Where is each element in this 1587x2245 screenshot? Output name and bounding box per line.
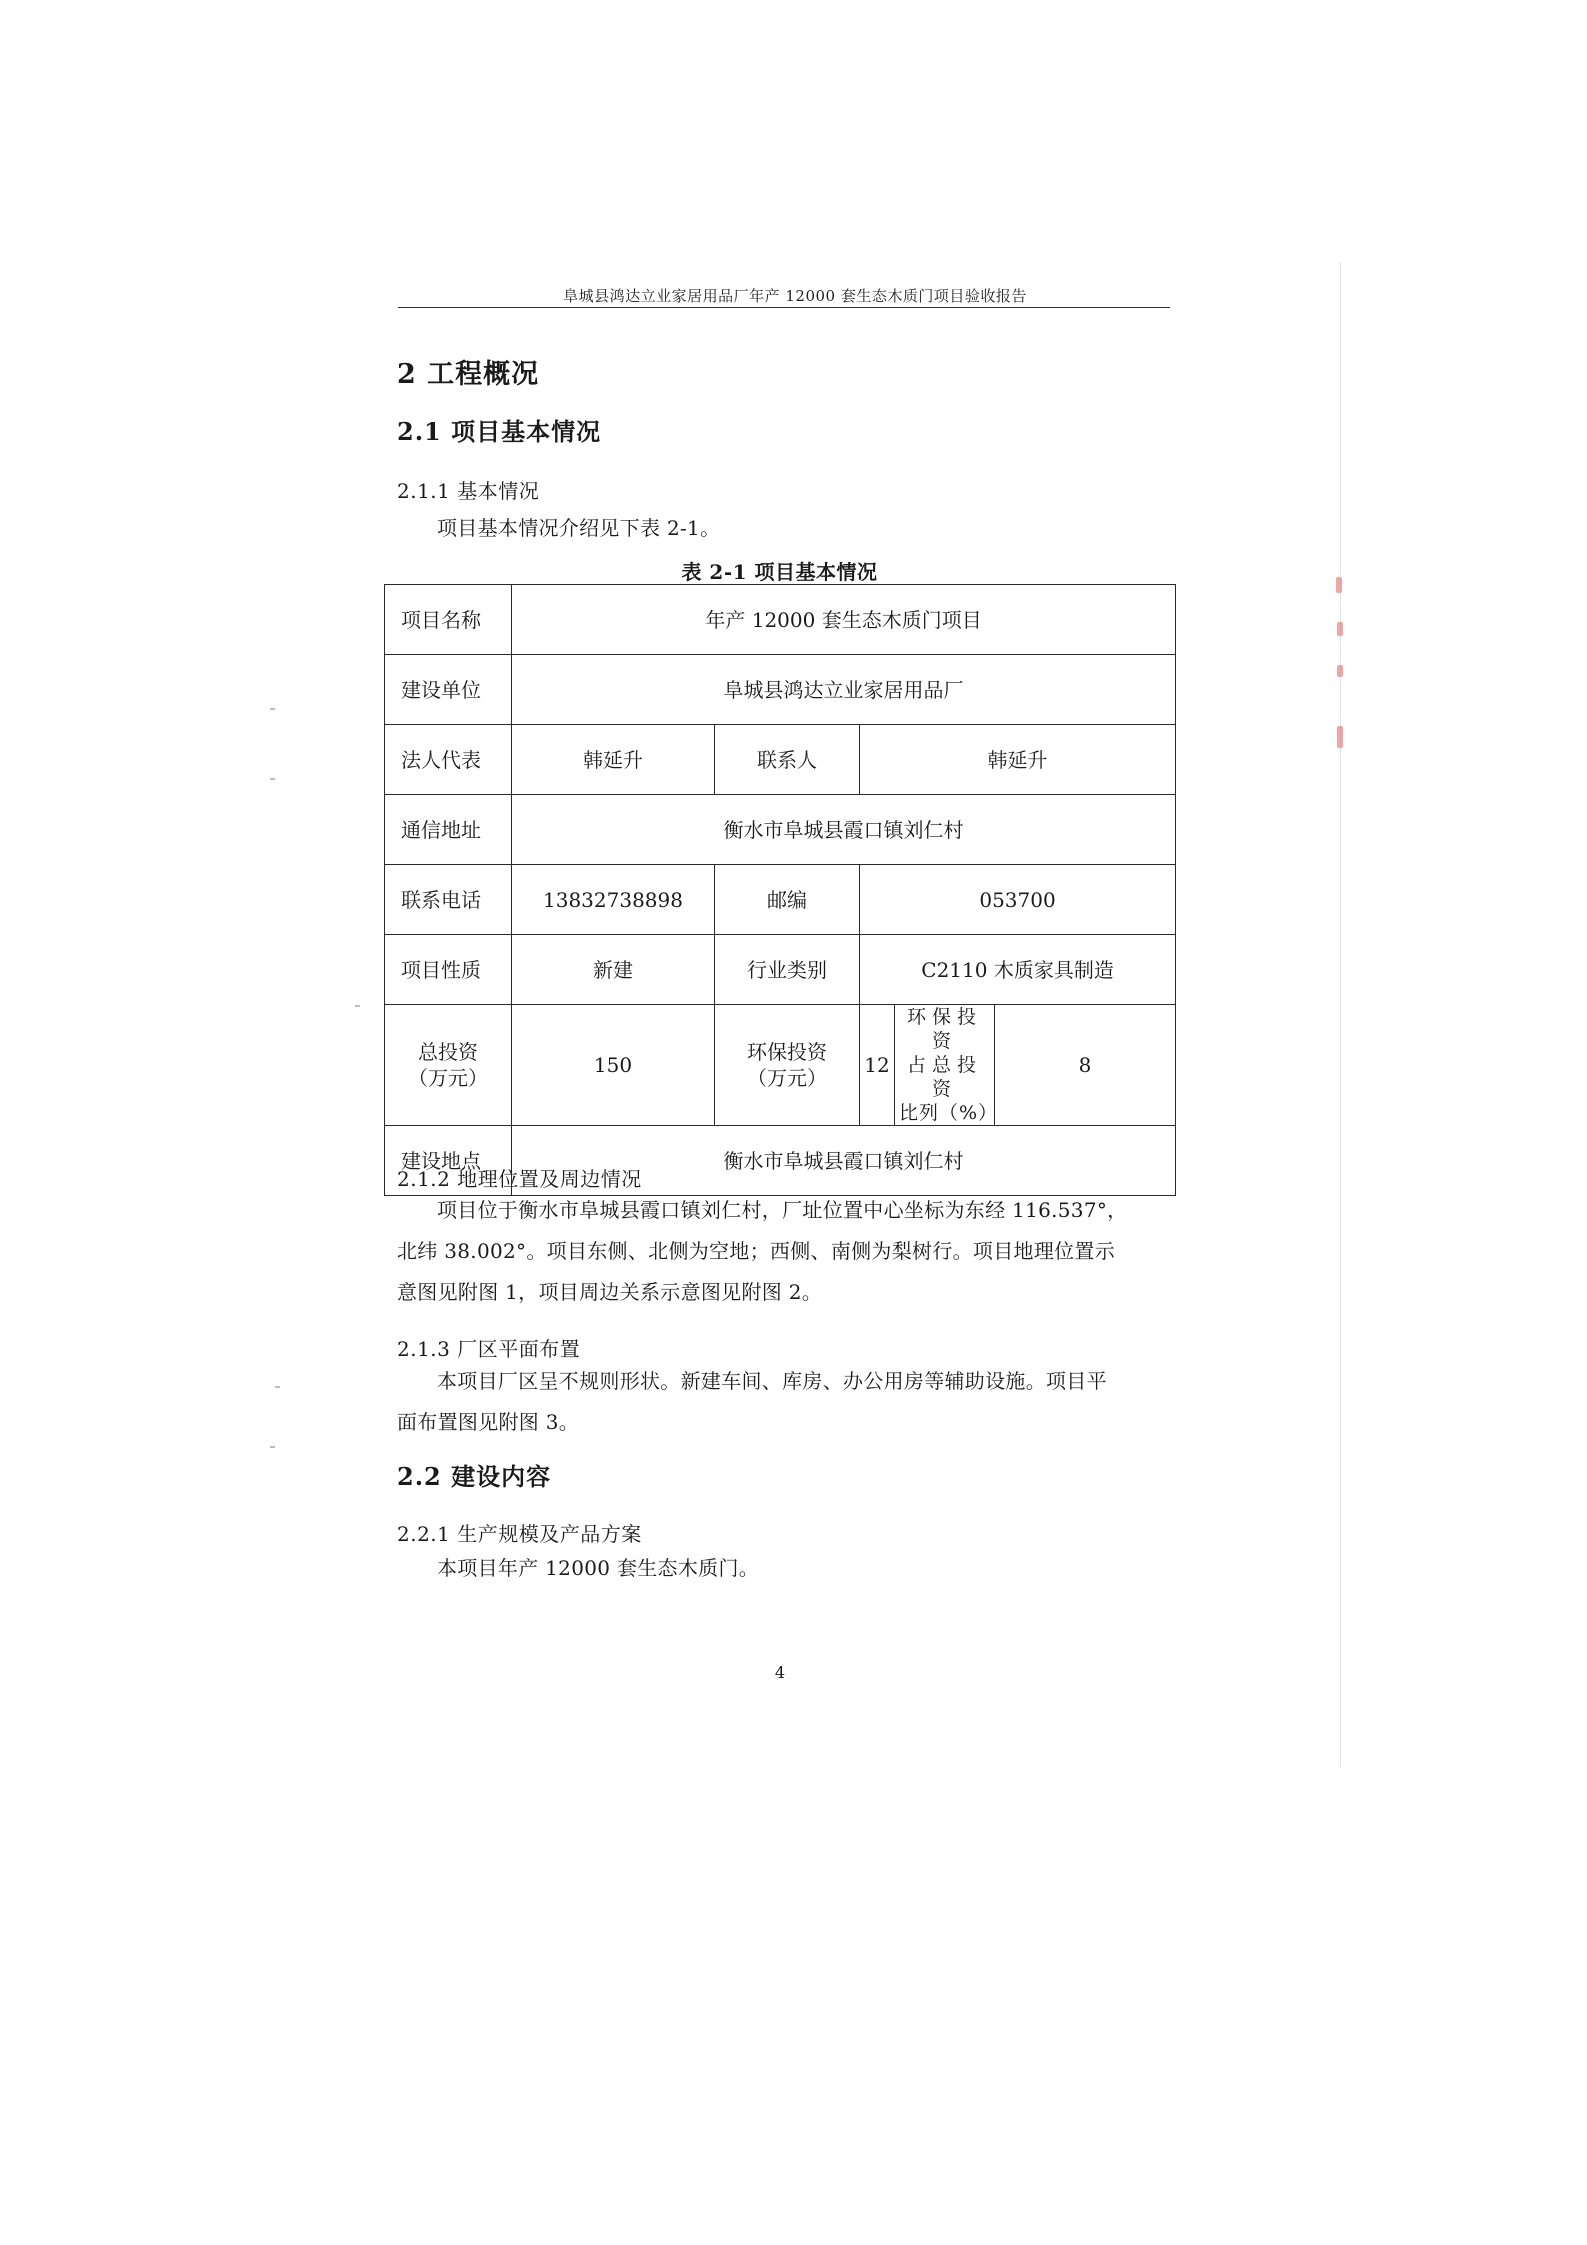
total-invest-label-line1: 总投资: [418, 1040, 478, 1064]
scan-speck: [270, 708, 275, 710]
paragraph-layout: [397, 1361, 1172, 1443]
table-row: [385, 795, 1176, 865]
table-value-nature: 新建: [512, 935, 715, 1005]
page-number: 4: [774, 1663, 786, 1682]
paragraph-line: 意图见附图 1，项目周边关系示意图见附图 2。: [397, 1280, 823, 1304]
red-stamp-fragment: [1337, 665, 1343, 677]
paragraph-line: 项目位于衡水市阜城县霞口镇刘仁村，厂址位置中心坐标为东经 116.537°，: [437, 1198, 1128, 1222]
section-heading-2-2: 2.2 建设内容: [397, 1462, 552, 1491]
subsection-heading-2-2-1: 2.2.1 生产规模及产品方案: [397, 1522, 642, 1546]
scan-speck: [275, 1386, 280, 1388]
paragraph-line: 本项目厂区呈不规则形状。新建车间、库房、办公用房等辅助设施。项目平: [437, 1369, 1107, 1393]
project-info-table: [384, 584, 1176, 1196]
table-label-site: 建设地点: [385, 1126, 512, 1196]
table-row: [385, 655, 1176, 725]
table-value-ratio: 8: [995, 1005, 1176, 1126]
ratio-label-line1: 环保投资: [906, 1006, 982, 1052]
table-label-project-name: 项目名称: [385, 585, 512, 655]
table-value-phone: 13832738898: [512, 865, 715, 935]
paragraph-intro: 项目基本情况介绍见下表 2-1。: [437, 516, 721, 540]
table-label-legal-rep: 法人代表: [385, 725, 512, 795]
scan-speck: [270, 778, 275, 780]
red-stamp-fragment: [1337, 622, 1343, 636]
table-label-env-invest: [715, 1005, 860, 1126]
table-value-postcode: 053700: [860, 865, 1176, 935]
paragraph-location: [397, 1190, 1172, 1313]
table-label-address: 通信地址: [385, 795, 512, 865]
subsection-heading-2-1-1: 2.1.1 基本情况: [397, 479, 540, 503]
scan-speck: [270, 1446, 275, 1448]
table-label-builder: 建设单位: [385, 655, 512, 725]
table-value-env-invest: 12: [860, 1005, 895, 1126]
table-row: [385, 1005, 1176, 1126]
table-label-nature: 项目性质: [385, 935, 512, 1005]
table-value-industry: C2110 木质家具制造: [860, 935, 1176, 1005]
table-label-postcode: 邮编: [715, 865, 860, 935]
table-value-total-invest: 150: [512, 1005, 715, 1126]
scan-speck: [355, 1005, 360, 1007]
section-heading-2-1: 2.1 项目基本情况: [397, 417, 602, 446]
table-label-phone: 联系电话: [385, 865, 512, 935]
table-label-total-invest: [385, 1005, 512, 1126]
table-value-builder: 阜城县鸿达立业家居用品厂: [512, 655, 1176, 725]
env-invest-label-line2: （万元）: [747, 1066, 827, 1090]
table-label-contact: 联系人: [715, 725, 860, 795]
paragraph-line: 北纬 38.002°。项目东侧、北侧为空地；西侧、南侧为梨树行。项目地理位置示: [397, 1239, 1116, 1263]
table-row: [385, 725, 1176, 795]
total-invest-label-line2: （万元）: [408, 1066, 488, 1090]
table-value-project-name: 年产 12000 套生态木质门项目: [512, 585, 1176, 655]
ratio-label-line2: 占总投资: [906, 1054, 982, 1100]
page-edge-line: [1340, 262, 1341, 1767]
red-stamp-fragment: [1337, 726, 1343, 748]
subsection-heading-2-1-3: 2.1.3 厂区平面布置: [397, 1337, 581, 1361]
table-row: [385, 935, 1176, 1005]
table-value-legal-rep: 韩延升: [512, 725, 715, 795]
section-heading-2: 2 工程概况: [397, 359, 540, 390]
paragraph-scale: 本项目年产 12000 套生态木质门。: [437, 1556, 760, 1580]
table-row: [385, 585, 1176, 655]
red-stamp-fragment: [1336, 577, 1342, 593]
table-value-contact: 韩延升: [860, 725, 1176, 795]
table-label-ratio: [895, 1005, 999, 1126]
header-divider: [398, 307, 1170, 308]
running-header: 阜城县鸿达立业家居用品厂年产 12000 套生态木质门项目验收报告: [563, 287, 1027, 305]
subsection-heading-2-1-2: 2.1.2 地理位置及周边情况: [397, 1167, 642, 1191]
table-label-industry: 行业类别: [715, 935, 860, 1005]
ratio-label-line3: 比列（%）: [899, 1102, 999, 1124]
table-value-site: 衡水市阜城县霞口镇刘仁村: [512, 1126, 1176, 1196]
env-invest-label-line1: 环保投资: [747, 1040, 827, 1064]
table-value-address: 衡水市阜城县霞口镇刘仁村: [512, 795, 1176, 865]
paragraph-line: 面布置图见附图 3。: [397, 1410, 580, 1434]
table-caption: 表 2-1 项目基本情况: [681, 560, 878, 584]
table-row: [385, 865, 1176, 935]
